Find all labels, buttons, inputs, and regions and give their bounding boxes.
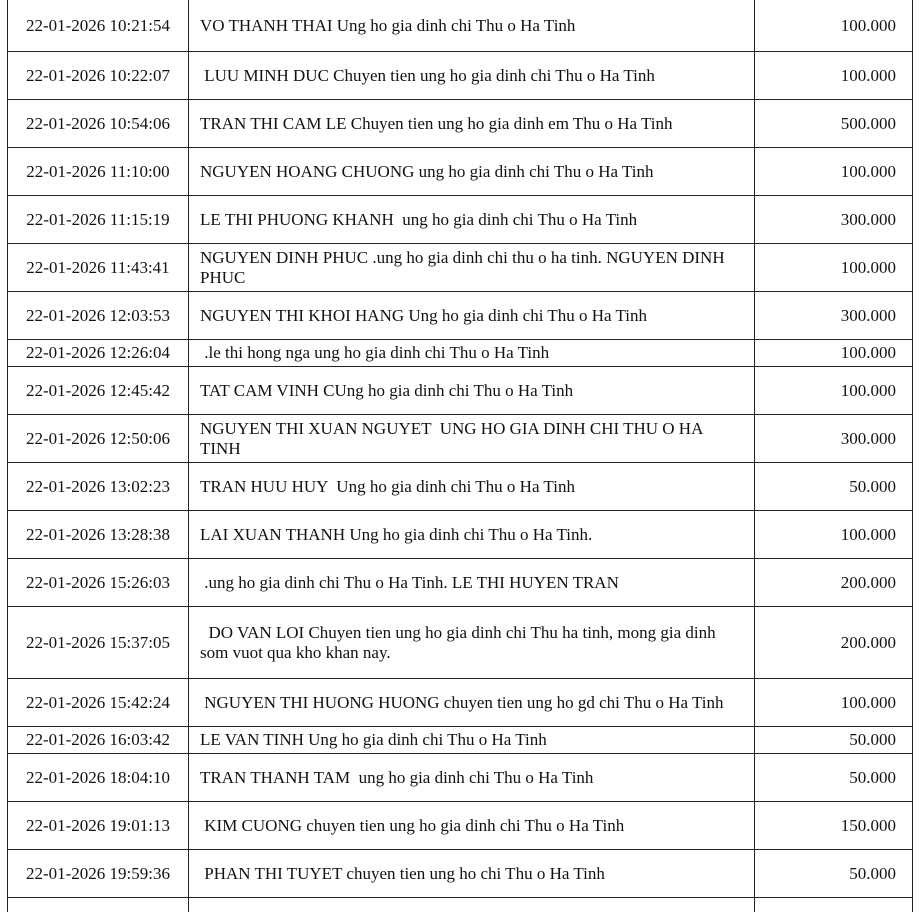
table-row bbox=[8, 511, 913, 559]
transaction-amount: 100.000 bbox=[755, 148, 913, 196]
transaction-time: 22-01-2026 19:59:36 bbox=[8, 850, 189, 898]
transaction-description: TRAN THI CAM LE Chuyen tien ung ho gia dinh em Thu o Ha Tinh bbox=[189, 100, 755, 148]
transaction-time: 22-01-2026 10:21:54 bbox=[8, 0, 189, 52]
table-cell-empty bbox=[8, 898, 189, 912]
table-row bbox=[8, 100, 913, 148]
transaction-amount: 100.000 bbox=[755, 367, 913, 415]
transaction-time: 22-01-2026 10:54:06 bbox=[8, 100, 189, 148]
transaction-amount: 100.000 bbox=[755, 52, 913, 100]
transaction-amount: 50.000 bbox=[755, 463, 913, 511]
table-row bbox=[8, 754, 913, 802]
transaction-description: VO THANH THAI Ung ho gia dinh chi Thu o Ha Tinh bbox=[189, 0, 755, 52]
transaction-amount: 300.000 bbox=[755, 196, 913, 244]
transaction-description: LE VAN TINH Ung ho gia dinh chi Thu o Ha Tinh bbox=[189, 727, 755, 754]
transaction-description: KIM CUONG chuyen tien ung ho gia dinh chi Thu o Ha Tinh bbox=[189, 802, 755, 850]
transaction-description: LE THI PHUONG KHANH ung ho gia dinh chi Thu o Ha Tinh bbox=[189, 196, 755, 244]
transaction-description: TRAN HUU HUY Ung ho gia dinh chi Thu o Ha Tinh bbox=[189, 463, 755, 511]
transaction-time: 22-01-2026 11:10:00 bbox=[8, 148, 189, 196]
table-row bbox=[8, 727, 913, 754]
transaction-amount: 300.000 bbox=[755, 292, 913, 340]
table-row-partial bbox=[8, 898, 913, 912]
table-row bbox=[8, 367, 913, 415]
transaction-time: 22-01-2026 12:45:42 bbox=[8, 367, 189, 415]
transaction-time: 22-01-2026 15:26:03 bbox=[8, 559, 189, 607]
transaction-amount: 100.000 bbox=[755, 0, 913, 52]
table-row bbox=[8, 148, 913, 196]
transaction-description: .ung ho gia dinh chi Thu o Ha Tinh. LE THI HUYEN TRAN bbox=[189, 559, 755, 607]
transaction-description: NGUYEN THI KHOI HANG Ung ho gia dinh chi Thu o Ha Tinh bbox=[189, 292, 755, 340]
table-row bbox=[8, 802, 913, 850]
transaction-amount: 100.000 bbox=[755, 340, 913, 367]
transaction-time: 22-01-2026 13:02:23 bbox=[8, 463, 189, 511]
transaction-amount: 50.000 bbox=[755, 850, 913, 898]
transaction-description: TRAN THANH TAM ung ho gia dinh chi Thu o Ha Tinh bbox=[189, 754, 755, 802]
table-row bbox=[8, 607, 913, 679]
transaction-time: 22-01-2026 15:42:24 bbox=[8, 679, 189, 727]
table-row bbox=[8, 292, 913, 340]
transaction-table bbox=[7, 0, 913, 912]
transaction-amount: 100.000 bbox=[755, 679, 913, 727]
transaction-time: 22-01-2026 10:22:07 bbox=[8, 52, 189, 100]
table-row bbox=[8, 850, 913, 898]
transaction-time: 22-01-2026 16:03:42 bbox=[8, 727, 189, 754]
transaction-amount: 150.000 bbox=[755, 802, 913, 850]
transaction-amount: 50.000 bbox=[755, 754, 913, 802]
transaction-description: .le thi hong nga ung ho gia dinh chi Thu o Ha Tinh bbox=[189, 340, 755, 367]
transaction-description: PHAN THI TUYET chuyen tien ung ho chi Thu o Ha Tinh bbox=[189, 850, 755, 898]
transaction-description: NGUYEN THI HUONG HUONG chuyen tien ung ho gd chi Thu o Ha Tinh bbox=[189, 679, 755, 727]
table-row bbox=[8, 52, 913, 100]
transaction-description: NGUYEN DINH PHUC .ung ho gia dinh chi thu o ha tinh. NGUYEN DINH PHUC bbox=[189, 244, 755, 292]
transaction-time: 22-01-2026 15:37:05 bbox=[8, 607, 189, 679]
transaction-amount: 200.000 bbox=[755, 607, 913, 679]
transaction-amount: 50.000 bbox=[755, 727, 913, 754]
transaction-amount: 500.000 bbox=[755, 100, 913, 148]
table-row bbox=[8, 0, 913, 52]
transaction-description: NGUYEN HOANG CHUONG ung ho gia dinh chi Thu o Ha Tinh bbox=[189, 148, 755, 196]
table-row bbox=[8, 463, 913, 511]
table-row bbox=[8, 244, 913, 292]
transaction-time: 22-01-2026 18:04:10 bbox=[8, 754, 189, 802]
transaction-description: LAI XUAN THANH Ung ho gia dinh chi Thu o Ha Tinh. bbox=[189, 511, 755, 559]
transaction-amount: 100.000 bbox=[755, 511, 913, 559]
transaction-amount: 300.000 bbox=[755, 415, 913, 463]
transaction-time: 22-01-2026 11:15:19 bbox=[8, 196, 189, 244]
transaction-time: 22-01-2026 12:26:04 bbox=[8, 340, 189, 367]
table-row bbox=[8, 196, 913, 244]
transaction-amount: 100.000 bbox=[755, 244, 913, 292]
transaction-time: 22-01-2026 11:43:41 bbox=[8, 244, 189, 292]
transaction-description: TAT CAM VINH CUng ho gia dinh chi Thu o Ha Tinh bbox=[189, 367, 755, 415]
table-row bbox=[8, 679, 913, 727]
table-cell-empty bbox=[755, 898, 913, 912]
transaction-amount: 200.000 bbox=[755, 559, 913, 607]
transaction-time: 22-01-2026 13:28:38 bbox=[8, 511, 189, 559]
transaction-description: NGUYEN THI XUAN NGUYET UNG HO GIA DINH CHI THU O HA TINH bbox=[189, 415, 755, 463]
transaction-time: 22-01-2026 12:50:06 bbox=[8, 415, 189, 463]
transaction-description: LUU MINH DUC Chuyen tien ung ho gia dinh chi Thu o Ha Tinh bbox=[189, 52, 755, 100]
table-row bbox=[8, 340, 913, 367]
transaction-time: 22-01-2026 19:01:13 bbox=[8, 802, 189, 850]
table-row bbox=[8, 559, 913, 607]
table-cell-empty bbox=[189, 898, 755, 912]
transaction-description: DO VAN LOI Chuyen tien ung ho gia dinh chi Thu ha tinh, mong gia dinh som vuot qua kho khan nay. bbox=[189, 607, 755, 679]
transaction-time: 22-01-2026 12:03:53 bbox=[8, 292, 189, 340]
table-row bbox=[8, 415, 913, 463]
